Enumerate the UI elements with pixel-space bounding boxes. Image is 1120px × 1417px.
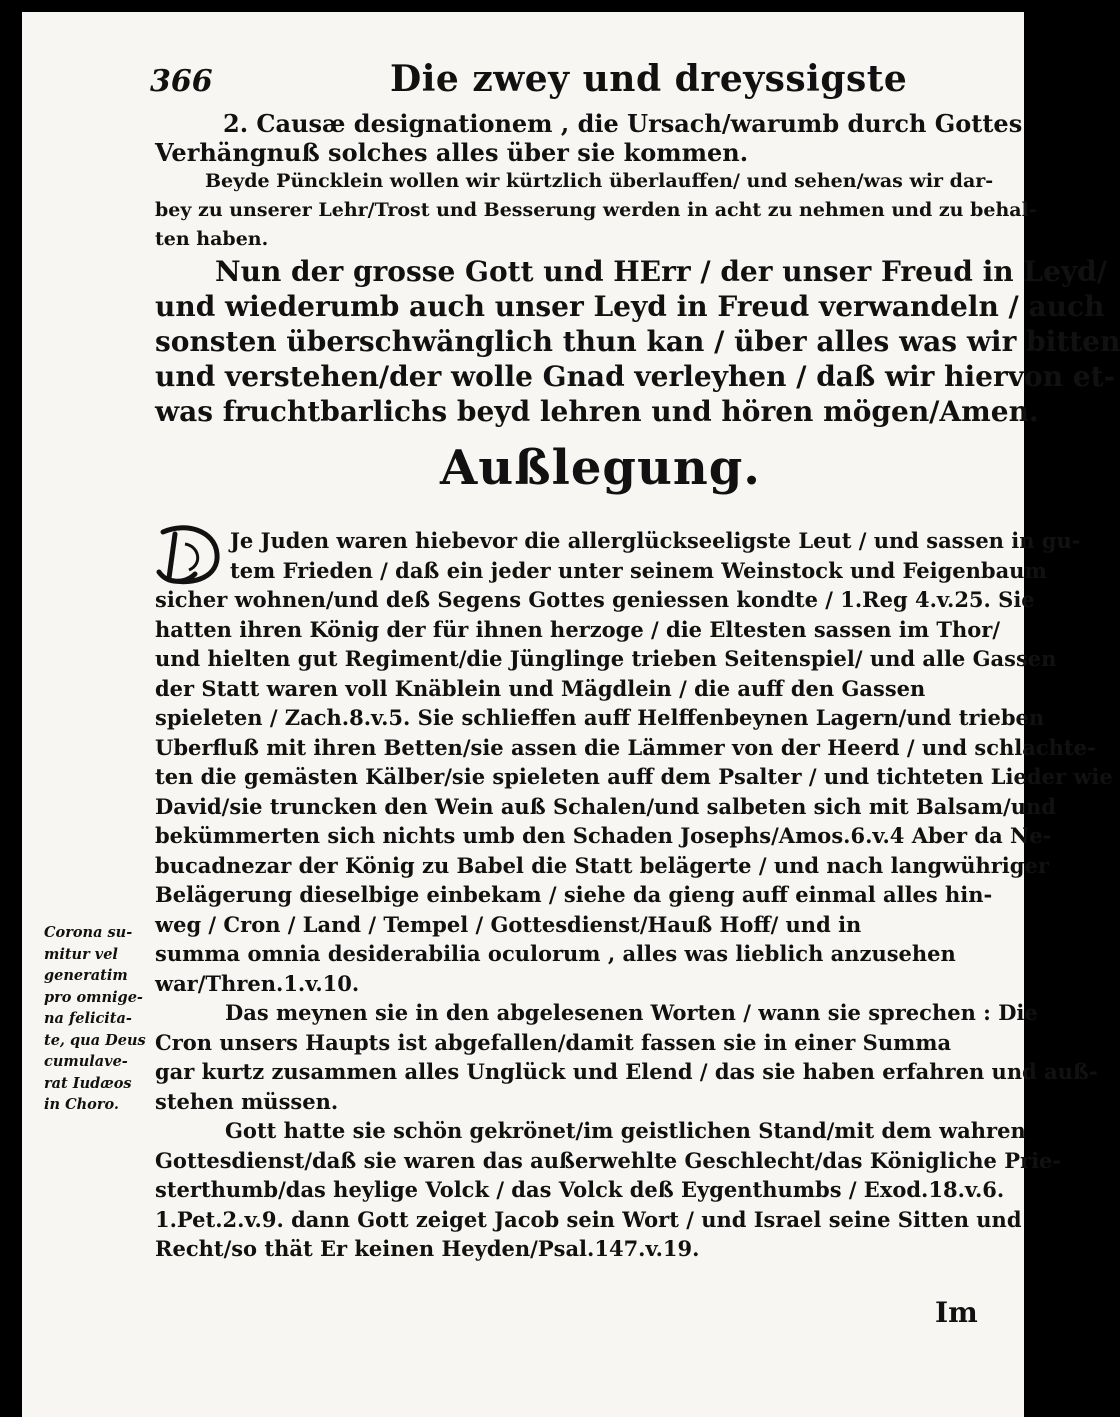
page-header bbox=[150, 58, 990, 108]
text-line: tem Frieden / daß ein jeder unter seinem Weinstock und Feigenbaum bbox=[230, 557, 1047, 583]
text-line: hatten ihren König der für ihnen herzoge / die Eltesten sassen im Thor/ bbox=[155, 616, 1001, 642]
scan-border-top bbox=[0, 0, 1024, 12]
scan-border-left bbox=[0, 0, 22, 1417]
text-line: 2. Causæ designationem , die Ursach/warumb durch Gottes bbox=[223, 109, 1023, 138]
text-line: ten haben. bbox=[155, 228, 269, 250]
section-heading: Außlegung. bbox=[440, 440, 762, 496]
text-line: Recht/so thät Er keinen Heyden/Psal.147.v.19. bbox=[155, 1236, 700, 1261]
text-line: Das meynen sie in den abgelesenen Worten / wann sie sprechen : Die bbox=[225, 1000, 1038, 1025]
intro-paragraph bbox=[155, 109, 1023, 170]
text-line: und hielten gut Regiment/die Jünglinge trieben Seitenspiel/ und alle Gassen bbox=[155, 646, 1057, 671]
text-line: gar kurtz zusammen alles Unglück und Elend / das sie haben erfahren und auß- bbox=[155, 1059, 1098, 1084]
text-line: der Statt waren voll Knäblein und Mägdlein / die auff den Gassen bbox=[155, 675, 926, 701]
text-line: Nun der grosse Gott und HErr / der unser Freud in Leyd/ bbox=[215, 255, 1107, 288]
text-line: und wiederumb auch unser Leyd in Freud verwandeln / auch bbox=[155, 290, 1105, 323]
margin-note-line: rat Iudæos bbox=[44, 1074, 132, 1092]
text-line: Belägerung dieselbige einbekam / siehe da gieng auff einmal alles hin- bbox=[155, 882, 993, 907]
text-line: Cron unsers Haupts ist abgefallen/damit fassen sie in einer Summa bbox=[155, 1029, 952, 1055]
text-line: Gott hatte sie schön gekrönet/im geistlichen Stand/mit dem wahren bbox=[225, 1118, 1026, 1143]
text-line: bucadnezar der König zu Babel die Statt belägerte / und nach langwühriger bbox=[155, 852, 1049, 878]
margin-note-line: mitur vel bbox=[44, 945, 118, 963]
margin-note-line: pro omnige- bbox=[44, 988, 143, 1006]
text-line: weg / Cron / Land / Tempel / Gottesdienst/Hauß Hoff/ und in bbox=[155, 911, 862, 937]
text-line: sicher wohnen/und deß Segens Gottes geniessen kondte / 1.Reg 4.v.25. Sie bbox=[155, 587, 1035, 612]
text-line: David/sie truncken den Wein auß Schalen/und salbeten sich mit Balsam/und bbox=[155, 793, 1056, 819]
text-line: bey zu unserer Lehr/Trost und Besserung werden in acht zu nehmen und zu behal- bbox=[155, 199, 1037, 221]
text-line: war/Thren.1.v.10. bbox=[155, 970, 360, 996]
margin-note-line: in Choro. bbox=[44, 1096, 119, 1113]
text-line: was fruchtbarlichs beyd lehren und hören mögen/Amen. bbox=[155, 395, 1039, 428]
page-number: 366 bbox=[150, 64, 213, 99]
text-line: Je Juden waren hiebevor die allerglückseeligste Leut / und sassen in gu- bbox=[230, 528, 1081, 553]
margin-note-line: te, qua Deus bbox=[44, 1031, 146, 1049]
margin-note-line: cumulave- bbox=[44, 1053, 128, 1070]
text-line: ten die gemästen Kälber/sie spieleten auff dem Psalter / und tichteten Lieder wie bbox=[155, 764, 1113, 789]
text-line: bekümmerten sich nichts umb den Schaden Josephs/Amos.6.v.4 Aber da Ne- bbox=[155, 823, 1052, 848]
margin-note bbox=[44, 922, 154, 1116]
text-line: sonsten überschwänglich thun kan / über alles was wir bitten bbox=[155, 325, 1120, 358]
margin-note-line: generatim bbox=[44, 967, 128, 984]
text-line: 1.Pet.2.v.9. dann Gott zeiget Jacob sein Wort / und Israel seine Sitten und bbox=[155, 1206, 1022, 1232]
text-line: Uberfluß mit ihren Betten/sie assen die Lämmer von der Heerd / und schlachte- bbox=[155, 734, 1096, 760]
prayer-paragraph bbox=[155, 255, 1120, 433]
text-line: Verhängnuß solches alles über sie kommen. bbox=[155, 138, 749, 167]
text-line: sterthumb/das heylige Volck / das Volck deß Eygenthumbs / Exod.18.v.6. bbox=[155, 1177, 1005, 1202]
small-paragraph bbox=[155, 170, 1037, 259]
text-line: Gottesdienst/daß sie waren das außerwehlte Geschlecht/das Königliche Prie- bbox=[155, 1147, 1062, 1173]
text-line: summa omnia desiderabilia oculorum , alles was lieblich anzusehen bbox=[155, 941, 956, 966]
body-text bbox=[155, 528, 1113, 1268]
margin-note-line: na felicita- bbox=[44, 1010, 132, 1027]
text-line: Beyde Püncklein wollen wir kürtzlich überlauffen/ und sehen/was wir dar- bbox=[205, 170, 994, 192]
text-line: stehen müssen. bbox=[155, 1088, 339, 1114]
text-line: und verstehen/der wolle Gnad verleyhen / daß wir hiervon et- bbox=[155, 360, 1116, 393]
running-title: Die zwey und dreyssigste bbox=[390, 58, 908, 100]
text-line: spieleten / Zach.8.v.5. Sie schlieffen auff Helffenbeynen Lagern/und trieben bbox=[155, 705, 1045, 730]
catchword: Im bbox=[935, 1296, 978, 1329]
margin-note-line: Corona su- bbox=[44, 924, 133, 941]
